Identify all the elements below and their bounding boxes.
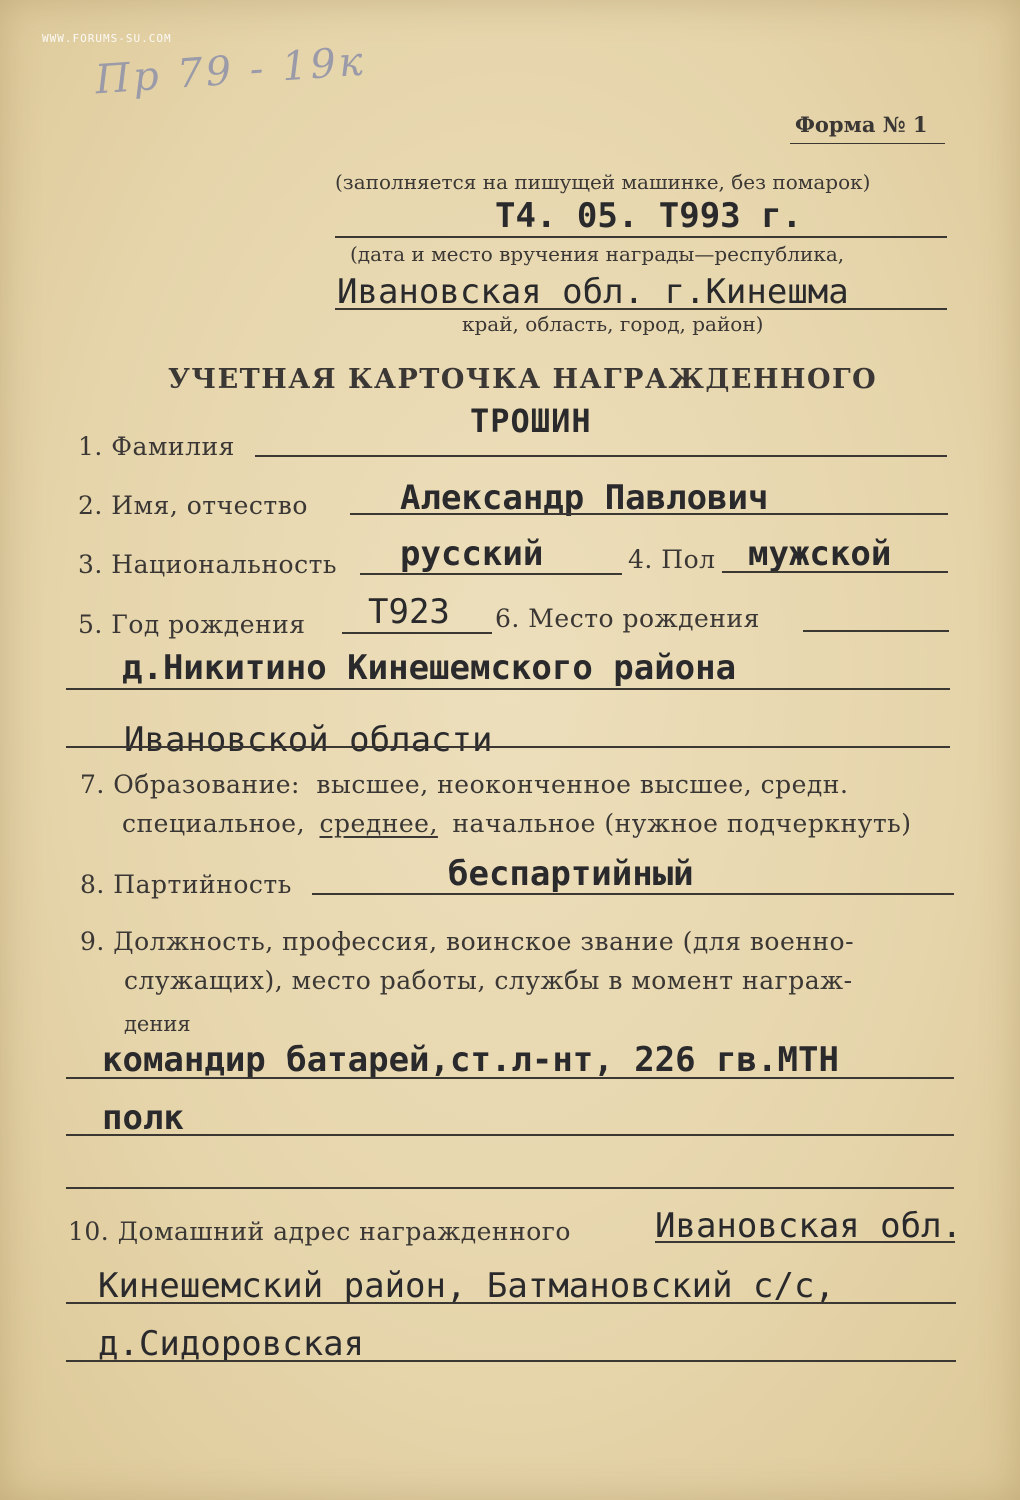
education-option-primary-note: начальное (нужное подчеркнуть) [452, 809, 912, 838]
award-date-value: Т4. 05. Т993 г. [495, 196, 803, 236]
birth-place-line-3 [66, 746, 950, 748]
position-label-1: 9. Должность, профессия, воинское звание (для военно- [80, 927, 855, 956]
handwritten-archive-note: Пр 79 - 19к [93, 38, 368, 104]
birth-place-value-2: Ивановской области [124, 720, 493, 760]
position-value-1: командир батарей,ст.л-нт, 226 гв.МТН [102, 1040, 839, 1080]
nationality-line [360, 573, 622, 575]
award-date-line [335, 236, 947, 238]
surname-value: ТРОШИН [470, 402, 592, 440]
award-place-value: Ивановская обл. г.Кинешма [337, 272, 849, 312]
birth-place-value-1: д.Никитино Кинешемского района [122, 648, 737, 688]
birth-year-line [342, 632, 492, 634]
address-line-2 [66, 1302, 956, 1304]
birth-place-line-2 [66, 688, 950, 690]
position-line-1 [66, 1077, 954, 1079]
position-line-3 [66, 1187, 954, 1189]
address-label: 10. Домашний адрес награжденного [68, 1217, 571, 1246]
party-line [312, 893, 954, 895]
address-line-3 [66, 1360, 956, 1362]
name-label: 2. Имя, отчество [78, 491, 308, 520]
name-value: Александр Павлович [400, 478, 769, 518]
education-options-line1: высшее, неоконченное высшее, средн. [316, 770, 849, 799]
region-caption: край, область, город, район) [462, 312, 764, 336]
birth-place-label: 6. Место рождения [495, 604, 760, 633]
position-label-2: служащих), место работы, службы в момент награж- [124, 966, 853, 995]
sex-line [722, 571, 948, 573]
birth-place-line-1 [803, 630, 949, 632]
birth-year-label: 5. Год рождения [78, 610, 306, 639]
position-label-3: дения [124, 1012, 191, 1036]
fill-instruction: (заполняется на пишущей машинке, без помарок) [335, 170, 871, 194]
surname-line [255, 455, 947, 457]
party-value: беспартийный [448, 854, 694, 894]
form-number: Форма № 1 [795, 112, 928, 137]
watermark-text: WWW.FORUMS-SU.COM [42, 32, 172, 45]
form-number-rule [790, 143, 945, 144]
award-place-line [335, 308, 947, 310]
surname-label: 1. Фамилия [78, 432, 235, 461]
address-value-2: Кинешемский район, Батмановский с/с, [98, 1266, 835, 1306]
education-option-special: специальное, [122, 809, 306, 838]
nationality-value: русский [400, 534, 544, 574]
address-value-3: д.Сидоровская [98, 1324, 365, 1364]
sex-value: мужской [748, 534, 892, 574]
position-value-2: полк [102, 1098, 184, 1138]
education-option-secondary-selected: среднее, [319, 809, 438, 838]
address-value-1: Ивановская обл. [655, 1206, 963, 1246]
address-line-1 [655, 1241, 955, 1243]
party-label: 8. Партийность [80, 870, 292, 899]
education-label [80, 770, 848, 799]
birth-year-value: Т923 [368, 592, 450, 632]
education-options-line2 [122, 809, 912, 838]
sex-label: 4. Пол [628, 545, 716, 574]
card-title: УЧЕТНАЯ КАРТОЧКА НАГРАЖДЕННОГО [168, 364, 878, 395]
position-line-2 [66, 1134, 954, 1136]
date-place-caption: (дата и место вручения награды—республика, [350, 242, 845, 266]
education-label-text: 7. Образование: [80, 770, 300, 799]
name-line [350, 513, 948, 515]
nationality-label: 3. Национальность [78, 550, 338, 579]
